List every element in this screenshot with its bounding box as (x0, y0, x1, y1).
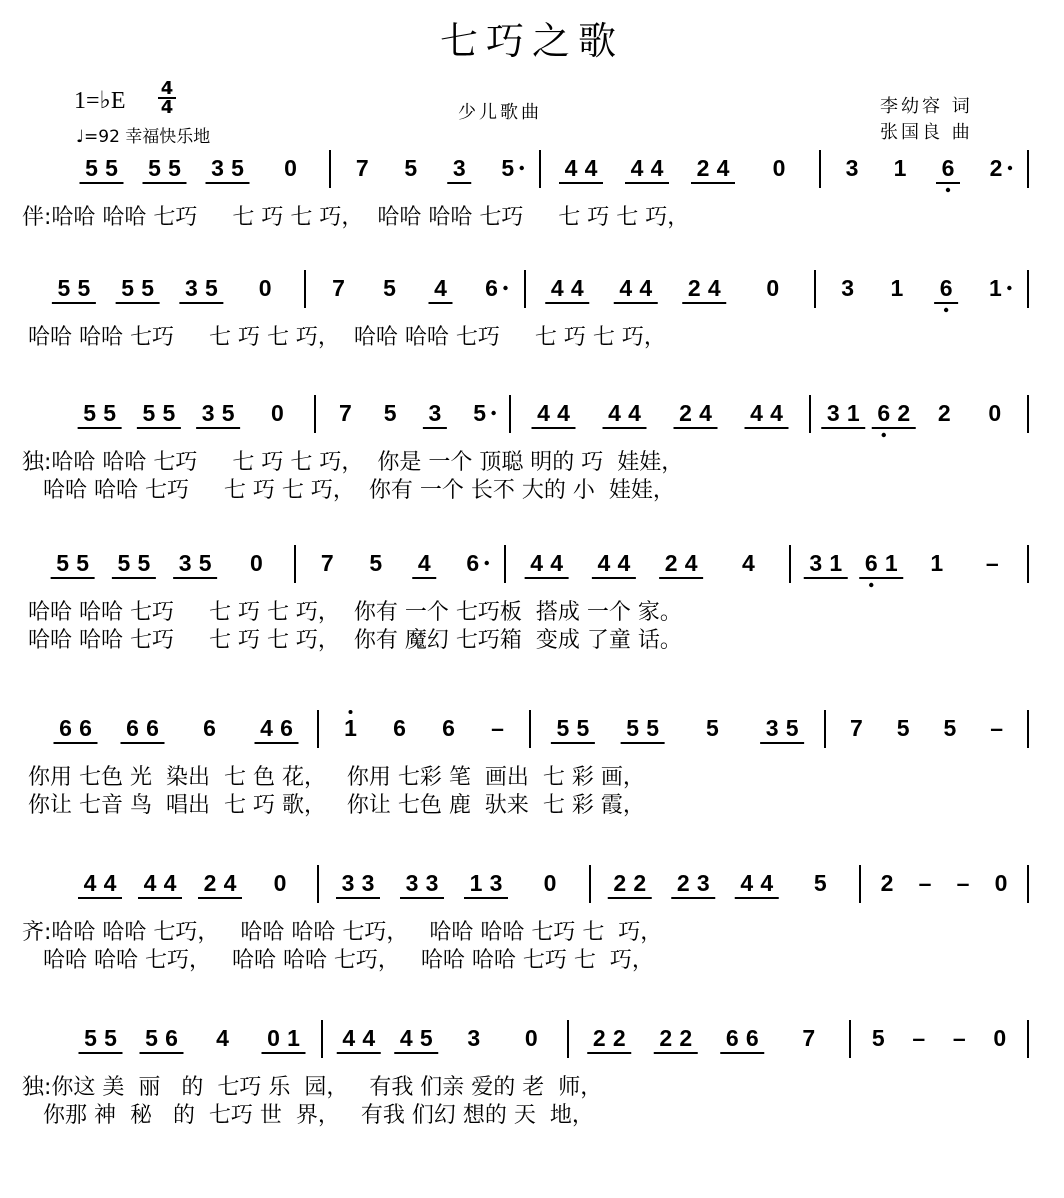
key-signature: 1=♭E (74, 88, 126, 114)
note-number: 4 (584, 155, 598, 181)
note-number: 7 (320, 550, 334, 576)
note-number: 6 (280, 715, 293, 741)
lyric-line: 你那 神 秘 的 七巧 世 界， 有我 们幻 想的 天 地， (22, 1103, 594, 1128)
note-number: 4 (639, 275, 653, 301)
note-number: 1 (893, 155, 907, 181)
note-number: 3 (841, 275, 855, 301)
note-number: 4 (564, 155, 578, 181)
note-number: 5 (198, 550, 212, 576)
note-number: 2 (676, 870, 690, 896)
augmentation-dot (503, 286, 507, 290)
note-number: 5 (57, 275, 71, 301)
note-number: 5 (231, 155, 244, 181)
note-number: 5 (105, 155, 118, 181)
note-number: 3 (178, 550, 192, 576)
staff-system (0, 395, 1064, 505)
note-number: 6 (745, 1025, 759, 1051)
note-number: 4 (83, 870, 97, 896)
note-number: 3 (845, 155, 859, 181)
augmentation-dot (491, 411, 495, 415)
note-number: 4 (619, 275, 633, 301)
staff-notation (0, 545, 1064, 595)
note-number: – (990, 715, 1004, 741)
note-number: 2 (592, 1025, 606, 1051)
note-number: 6 (79, 715, 92, 741)
staff-system (0, 270, 1064, 380)
note-number: 4 (223, 870, 237, 896)
note-number: 4 (399, 1025, 413, 1051)
augmentation-dot (520, 166, 524, 170)
note-number: 4 (750, 400, 763, 426)
note-number: 1 (344, 715, 357, 741)
note-number: 0 (988, 400, 1002, 426)
octave-dot-below (882, 433, 886, 437)
staff-system (0, 545, 1064, 655)
note-number: 0 (543, 870, 557, 896)
note-number: 5 (103, 400, 117, 426)
note-number: 5 (404, 155, 418, 181)
note-number: 3 (452, 155, 466, 181)
note-number: 2 (612, 1025, 626, 1051)
note-number: 4 (716, 155, 730, 181)
note-number: 5 (84, 1025, 97, 1051)
note-number: 4 (570, 275, 584, 301)
note-number: 6 (59, 715, 72, 741)
note-number: 4 (143, 870, 157, 896)
song-title: 七巧之歌 (439, 19, 624, 63)
note-number: 4 (741, 550, 755, 576)
note-number: 2 (659, 1025, 673, 1051)
note-number: 2 (937, 400, 951, 426)
lyric-line: 哈哈 哈哈 七巧 七 巧 七 巧， 哈哈 哈哈 七巧 七 巧 七 巧， (28, 325, 666, 350)
staff-notation (0, 270, 1064, 320)
note-number: 1 (884, 550, 898, 576)
note-number: 6 (165, 1025, 178, 1051)
note-number: 2 (696, 155, 710, 181)
note-number: 0 (273, 870, 287, 896)
note-number: 3 (489, 870, 503, 896)
note-number: 4 (597, 550, 611, 576)
note-number: 4 (557, 400, 570, 426)
note-number: 5 (576, 715, 590, 741)
note-number: 5 (162, 400, 176, 426)
note-number: 5 (556, 715, 570, 741)
lyric-line: 哈哈 哈哈 七巧， 哈哈 哈哈 七巧， 哈哈 哈哈 七巧 七 巧， (22, 948, 654, 973)
note-number: 6 (393, 715, 406, 741)
staff-system (0, 150, 1064, 260)
lyricist-credit: 李幼容 词 (880, 96, 973, 117)
note-number: 3 (184, 275, 198, 301)
note-number: 5 (383, 275, 396, 301)
lyric-line: 齐:哈哈 哈哈 七巧， 哈哈 哈哈 七巧， 哈哈 哈哈 七巧 七 巧， (22, 920, 663, 945)
note-number: 5 (785, 715, 799, 741)
note-number: 3 (341, 870, 355, 896)
note-number: 5 (204, 275, 218, 301)
octave-dot-below (869, 583, 873, 587)
note-number: 5 (83, 400, 97, 426)
staff-notation (0, 710, 1064, 760)
note-number: 1 (930, 550, 944, 576)
note-number: 2 (679, 1025, 693, 1051)
note-number: 5 (145, 1025, 158, 1051)
note-number: 5 (168, 155, 181, 181)
note-number: 3 (696, 870, 710, 896)
note-number: 2 (203, 870, 217, 896)
note-number: 0 (284, 155, 297, 181)
note-number: 0 (994, 870, 1008, 896)
note-number: – (952, 1025, 966, 1051)
lyric-line: 你用 七色 光 染出 七 色 花， 你用 七彩 笔 画出 七 彩 画， (28, 765, 645, 790)
note-number: 1 (890, 275, 904, 301)
note-number: – (918, 870, 932, 896)
staff-notation (0, 865, 1064, 915)
note-number: 2 (880, 870, 894, 896)
octave-dot-below (946, 188, 950, 192)
note-number: 2 (897, 400, 911, 426)
note-number: 3 (201, 400, 215, 426)
note-number: 0 (766, 275, 780, 301)
note-number: 1 (469, 870, 483, 896)
note-number: 5 (141, 275, 155, 301)
note-number: 5 (813, 870, 827, 896)
lyric-line: 哈哈 哈哈 七巧 七 巧 七 巧， 你有 一个 长不 大的 小 娃娃， (22, 478, 675, 503)
note-number: 6 (864, 550, 878, 576)
note-number: 6 (725, 1025, 739, 1051)
note-number: 5 (896, 715, 910, 741)
lyric-line: 伴:哈哈 哈哈 七巧 七 巧 七 巧， 哈哈 哈哈 七巧 七 巧 七 巧， (22, 205, 690, 230)
note-number: 5 (85, 155, 98, 181)
note-number: 0 (524, 1025, 538, 1051)
augmentation-dot (1008, 166, 1012, 170)
staff-system (0, 710, 1064, 820)
note-number: 1 (988, 275, 1002, 301)
note-number: 5 (76, 550, 90, 576)
note-number: – (491, 715, 504, 741)
octave-dot-below (944, 308, 948, 312)
note-number: 4 (740, 870, 754, 896)
note-number: 7 (802, 1025, 816, 1051)
note-number: 5 (943, 715, 957, 741)
note-number: 1 (829, 550, 843, 576)
staff-system (0, 865, 1064, 975)
note-number: 4 (216, 1025, 229, 1051)
note-number: 4 (342, 1025, 356, 1051)
octave-dot-above (349, 710, 353, 714)
note-number: 5 (383, 400, 397, 426)
note-number: 2 (989, 155, 1003, 181)
note-number: 0 (993, 1025, 1007, 1051)
composer-credit: 张国良 曲 (880, 122, 973, 143)
note-number: 5 (148, 155, 161, 181)
note-number: 6 (466, 550, 480, 576)
note-number: 4 (537, 400, 550, 426)
note-number: 2 (633, 870, 647, 896)
note-number: 5 (221, 400, 235, 426)
time-signature (156, 80, 178, 116)
note-number: 3 (765, 715, 779, 741)
note-number: 7 (355, 155, 369, 181)
staff-notation (0, 150, 1064, 200)
note-number: 0 (249, 550, 263, 576)
note-number: 3 (425, 870, 439, 896)
staff-system (0, 1020, 1064, 1130)
note-number: 1 (846, 400, 860, 426)
note-number: 5 (121, 275, 135, 301)
note-number: 4 (417, 550, 431, 576)
note-number: 3 (826, 400, 840, 426)
note-number: – (912, 1025, 926, 1051)
note-number: 6 (442, 715, 455, 741)
augmentation-dot (485, 561, 489, 565)
note-number: 3 (361, 870, 375, 896)
meter-top: 4 (160, 78, 174, 99)
note-number: 4 (163, 870, 177, 896)
note-number: 6 (939, 275, 953, 301)
note-number: 7 (338, 400, 352, 426)
note-number: 2 (664, 550, 678, 576)
note-number: – (985, 550, 999, 576)
note-number: 4 (608, 400, 621, 426)
note-number: 2 (679, 400, 692, 426)
note-number: 5 (871, 1025, 885, 1051)
meter-bottom: 4 (160, 97, 174, 118)
staff-notation (0, 1020, 1064, 1070)
note-number: 6 (126, 715, 139, 741)
lyric-line: 独:你这 美 丽 的 七巧 乐 园， 有我 们亲 爱的 老 师， (22, 1075, 603, 1100)
note-number: 0 (772, 155, 786, 181)
note-number: 7 (332, 275, 345, 301)
note-number: 4 (103, 870, 117, 896)
note-number: 0 (267, 1025, 280, 1051)
note-number: 5 (646, 715, 660, 741)
note-number: 5 (117, 550, 131, 576)
note-number: 4 (707, 275, 721, 301)
note-number: 5 (56, 550, 70, 576)
note-number: 4 (760, 870, 774, 896)
note-number: 6 (146, 715, 159, 741)
note-number: 4 (684, 550, 698, 576)
note-number: 3 (405, 870, 419, 896)
note-number: 3 (809, 550, 823, 576)
note-number: 5 (705, 715, 719, 741)
staff-notation (0, 395, 1064, 445)
note-number: 6 (941, 155, 955, 181)
note-number: 3 (428, 400, 442, 426)
note-number: 4 (434, 275, 447, 301)
note-number: 4 (770, 400, 783, 426)
note-number: 4 (550, 275, 564, 301)
note-number: 3 (467, 1025, 481, 1051)
note-number: 4 (530, 550, 544, 576)
note-number: 0 (270, 400, 284, 426)
note-number: 5 (473, 400, 487, 426)
note-number: 5 (104, 1025, 117, 1051)
note-number: 6 (203, 715, 216, 741)
note-number: 0 (258, 275, 272, 301)
note-number: 4 (630, 155, 644, 181)
note-number: 4 (550, 550, 564, 576)
note-number: 5 (369, 550, 383, 576)
note-number: 4 (617, 550, 631, 576)
lyric-line: 独:哈哈 哈哈 七巧 七 巧 七 巧， 你是 一个 顶聪 明的 巧 娃娃， (22, 450, 684, 475)
note-number: 4 (260, 715, 273, 741)
note-number: 5 (501, 155, 515, 181)
note-number: 5 (626, 715, 640, 741)
note-number: 7 (849, 715, 863, 741)
note-number: 2 (687, 275, 701, 301)
note-number: 4 (699, 400, 712, 426)
note-number: 1 (287, 1025, 300, 1051)
note-number: 6 (485, 275, 498, 301)
note-number: 4 (362, 1025, 376, 1051)
note-number: 5 (137, 550, 151, 576)
note-number: 5 (419, 1025, 433, 1051)
lyric-line: 你让 七音 鸟 唱出 七 巧 歌， 你让 七色 鹿 驮来 七 彩 霞， (28, 793, 645, 818)
note-number: 5 (77, 275, 91, 301)
note-number: 6 (877, 400, 891, 426)
note-number: 3 (211, 155, 224, 181)
note-number: 5 (142, 400, 156, 426)
augmentation-dot (1007, 286, 1011, 290)
note-number: 4 (628, 400, 641, 426)
lyric-line: 哈哈 哈哈 七巧 七 巧 七 巧， 你有 魔幻 七巧箱 变成 了童 话。 (28, 628, 682, 653)
genre-label: 少儿歌曲 (458, 102, 542, 123)
note-number: 2 (613, 870, 627, 896)
note-number: – (956, 870, 970, 896)
lyric-line: 哈哈 哈哈 七巧 七 巧 七 巧， 你有 一个 七巧板 搭成 一个 家。 (28, 600, 682, 625)
tempo-marking: ♩=92 幸福快乐地 (76, 127, 211, 147)
note-number: 4 (650, 155, 664, 181)
